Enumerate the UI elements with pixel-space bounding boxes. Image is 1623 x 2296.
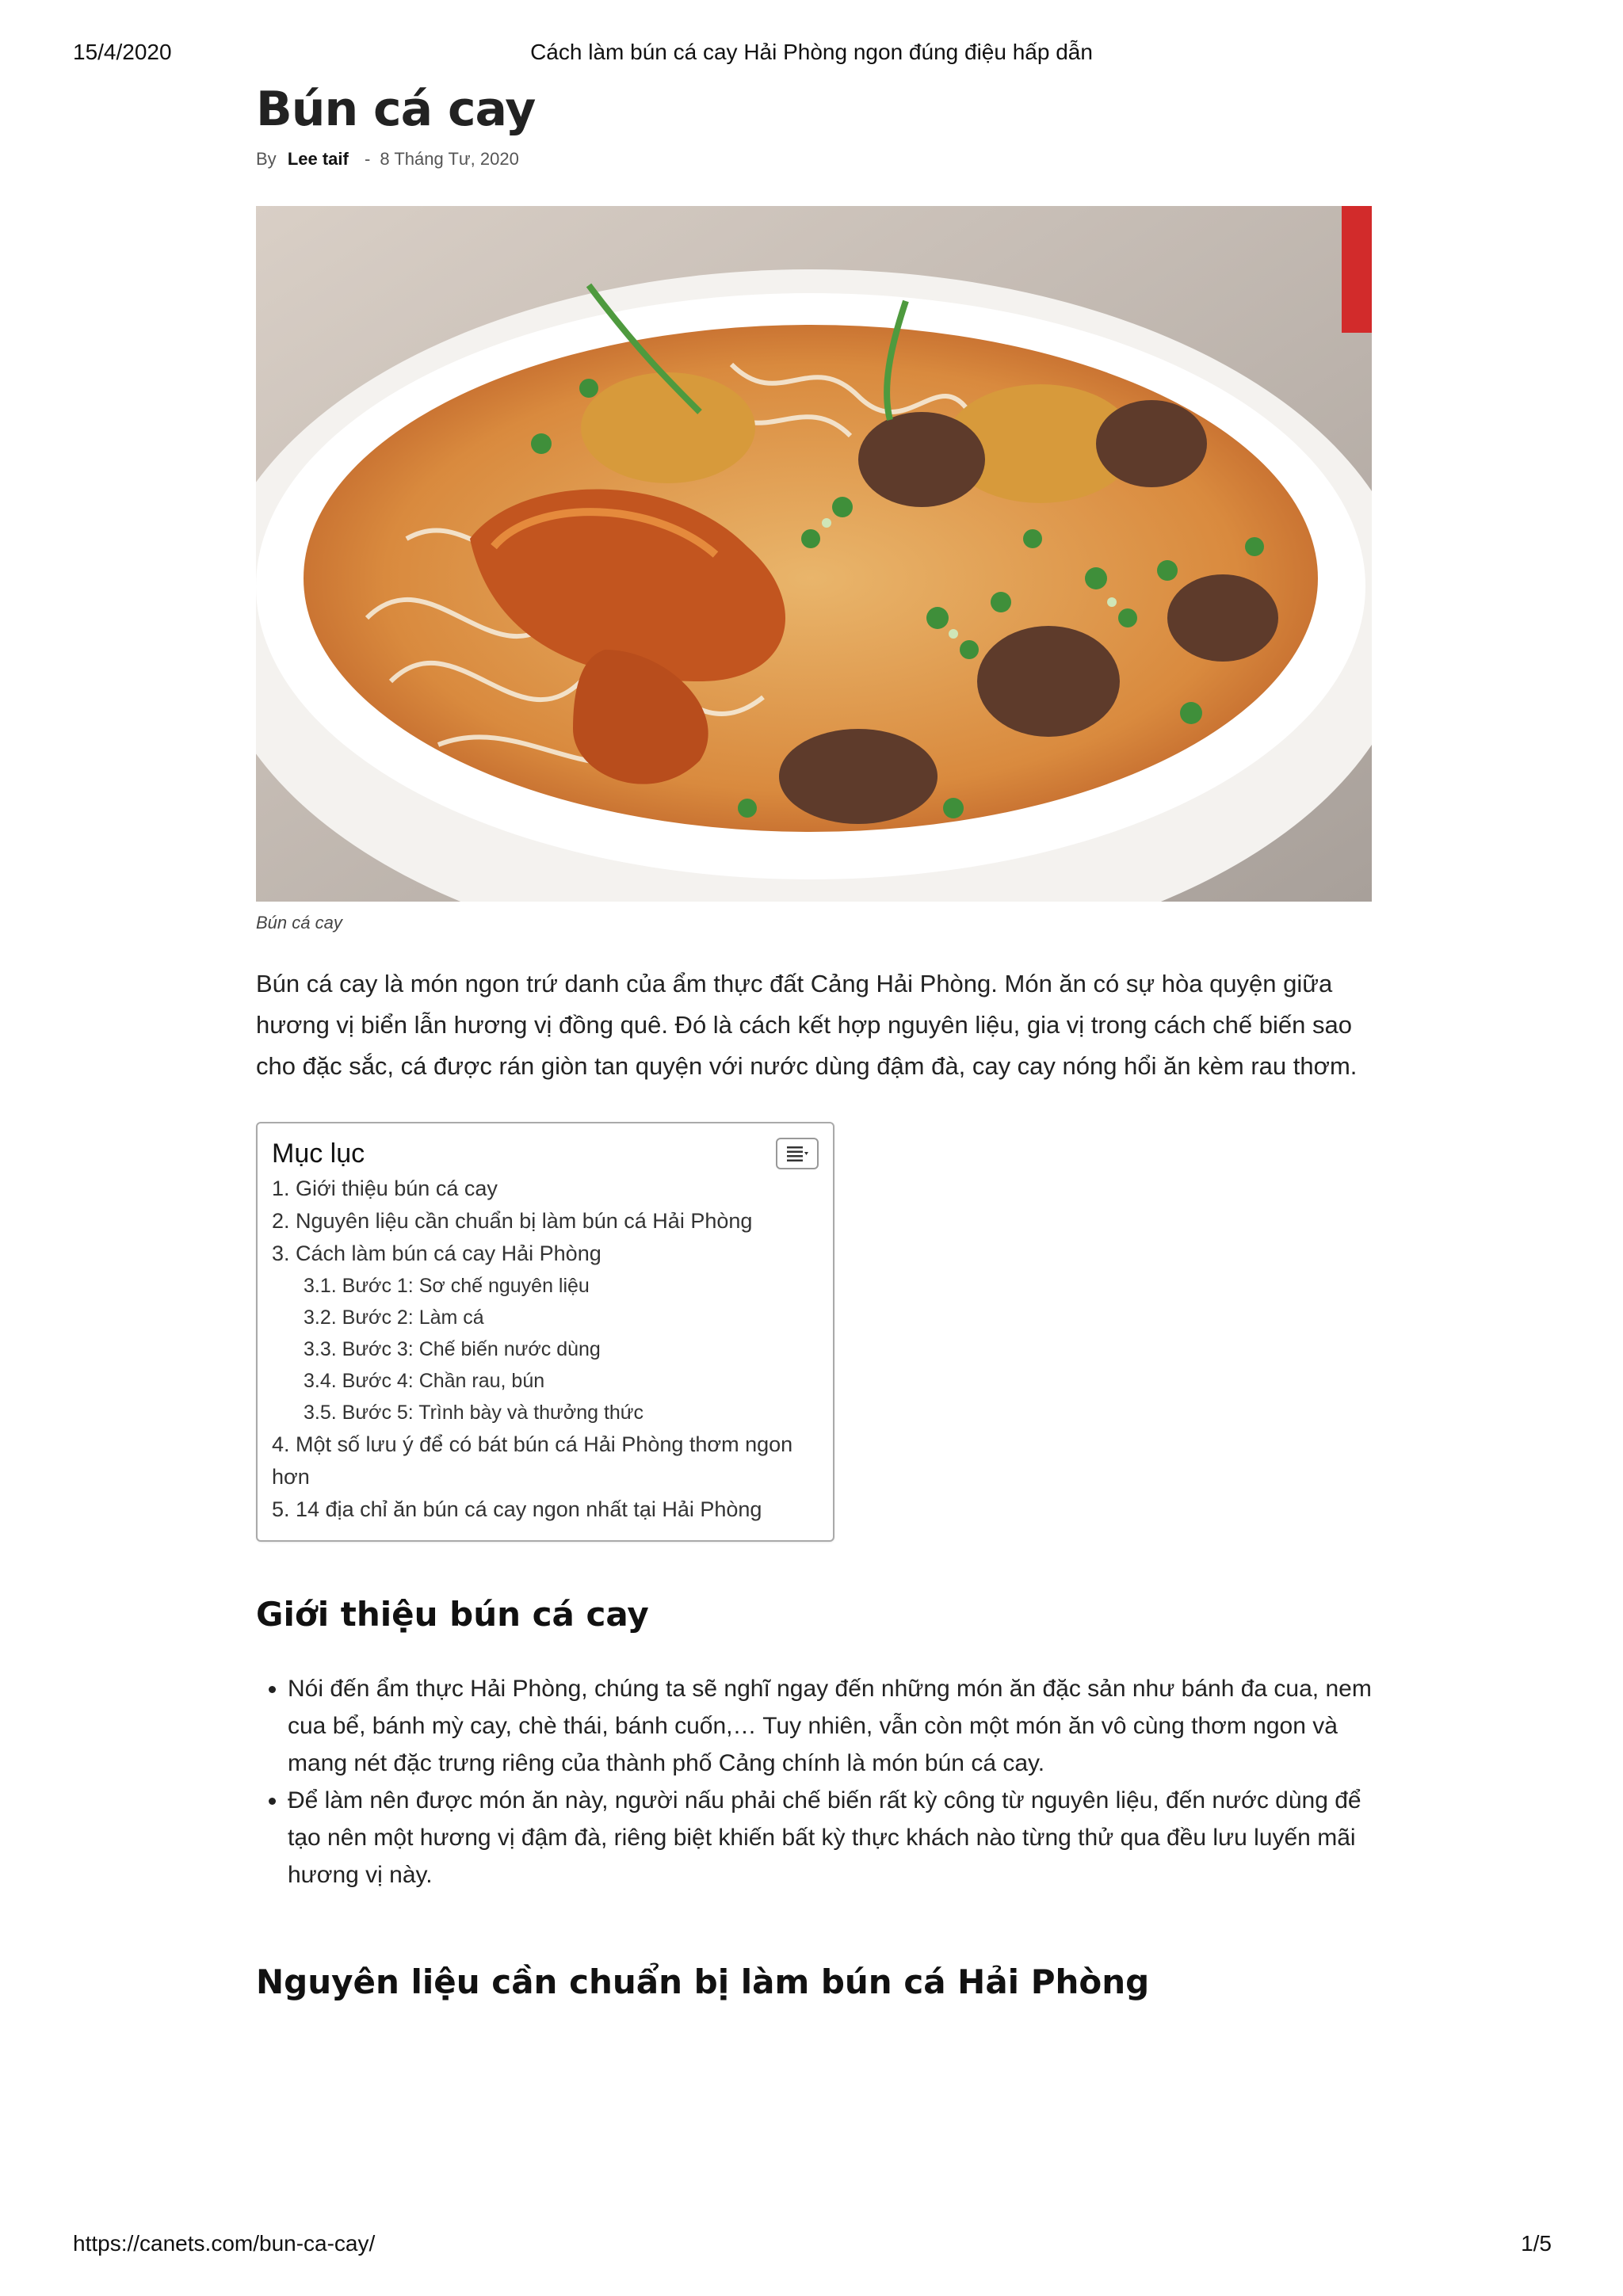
print-date: 15/4/2020 [73,40,172,64]
hero-image [256,206,1372,902]
page-number: 1/5 [1521,2231,1552,2256]
toc-link[interactable]: 1. Giới thiệu bún cá cay [272,1177,498,1200]
toc-sublink[interactable]: 3.3. Bước 3: Chế biến nước dùng [304,1338,601,1360]
toc-sublink[interactable]: 3.4. Bước 4: Chần rau, bún [304,1370,545,1392]
toc-link[interactable]: 4. Một số lưu ý để có bát bún cá Hải Phòng thơm ngon hơn [272,1432,793,1489]
list-toggle-icon[interactable] [776,1138,819,1169]
list-item: • Nói đến ẩm thực Hải Phòng, chúng ta sẽ nghĩ ngay đến những món ăn đặc sản như bánh đa cua, nem cua bể, bánh mỳ cay, chè thái, bánh cuốn,… Tuy nhiên, vẫn còn một món ăn vô cùng thơm ngon và mang nét đặc trưng riêng của thành phố Cảng chính là món bún cá cay. [288,1670,1372,1782]
print-header [0,40,1623,67]
toc-sublink[interactable]: 3.5. Bước 5: Trình bày và thưởng thức [304,1402,644,1424]
intro-bullet-list [256,1670,1372,1894]
toc-link[interactable]: 3. Cách làm bún cá cay Hải Phòng [272,1241,601,1265]
fish-noodle-bowl-illustration [256,206,1372,902]
list-item: • Để làm nên được món ăn này, người nấu phải chế biến rất kỳ công từ nguyên liệu, đến nước dùng để tạo nên một hương vị đậm đà, riêng biệt khiến bất kỳ thực khách nào từng thử qua đều lưu luyến mãi hương vị này. [288,1782,1372,1894]
article [256,76,1372,2006]
intro-paragraph: Bún cá cay là món ngon trứ danh của ẩm thực đất Cảng Hải Phòng. Món ăn có sự hòa quyện giữa hương vị biển lẫn hương vị đồng quê. Đó là cách kết hợp nguyên liệu, gia vị trong cách chế biến sao cho đặc sắc, cá được rán giòn tan quyện với nước dùng đậm đà, cay cay nóng hổi ăn kèm rau thơm. [256,970,1358,1080]
toc-link[interactable]: 5. 14 địa chỉ ăn bún cá cay ngon nhất tại Hải Phòng [272,1497,762,1521]
byline-by: By [256,149,277,169]
print-page-title: Cách làm bún cá cay Hải Phòng ngon đúng điệu hấp dẫn [530,40,1093,64]
table-of-contents [256,1122,834,1542]
author-link[interactable]: Lee taif [287,149,349,169]
page-url: https://canets.com/bun-ca-cay/ [73,2231,376,2256]
section-heading-intro: Giới thiệu bún cá cay [256,1595,649,1634]
toc-link[interactable]: 2. Nguyên liệu cần chuẩn bị làm bún cá Hải Phòng [272,1209,753,1233]
post-date: 8 Tháng Tư, 2020 [380,149,519,169]
toc-title: Mục lục [272,1138,365,1169]
post-title: Bún cá cay [256,82,536,137]
byline [256,149,1372,173]
section-heading-ingredients: Nguyên liệu cần chuẩn bị làm bún cá Hải Phòng [256,1962,1150,2001]
image-caption: Bún cá cay [256,913,342,933]
toc-sublink[interactable]: 3.1. Bước 1: Sơ chế nguyên liệu [304,1275,590,1297]
toc-list [272,1173,819,1526]
list-icon [785,1145,809,1162]
toc-sublink[interactable]: 3.2. Bước 2: Làm cá [304,1306,484,1329]
byline-separator: - [364,149,371,169]
